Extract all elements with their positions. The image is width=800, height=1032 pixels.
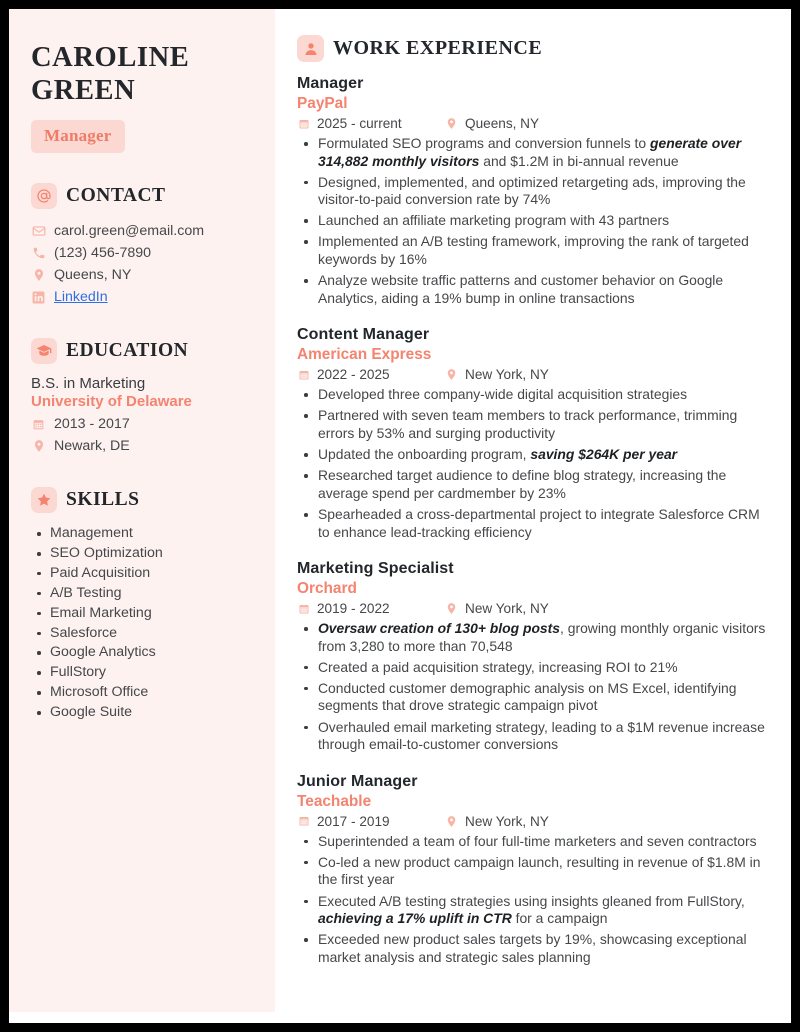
education-dates-value: 2013 - 2017 <box>54 416 130 433</box>
job-dates-value: 2022 - 2025 <box>317 367 390 383</box>
job-dates <box>297 116 445 131</box>
job-bullet <box>297 407 769 442</box>
job-dates-value: 2025 - current <box>317 116 402 131</box>
job-bullet <box>297 680 769 715</box>
skills-list <box>31 524 253 723</box>
bullet-text: Conducted customer demographic analysis on MS Excel, identifying segments that drove strategic campaign pivot <box>318 679 737 714</box>
job-bullet <box>297 854 769 889</box>
job-bullet-list <box>297 620 769 754</box>
job-dates-value: 2017 - 2019 <box>317 813 390 829</box>
location-pin-icon <box>445 117 458 130</box>
job-bullet <box>297 719 769 754</box>
job-bullet-list <box>297 386 769 541</box>
graduation-cap-icon <box>31 338 57 364</box>
job-bullet <box>297 212 769 230</box>
job-company: Orchard <box>297 580 357 598</box>
education-degree: B.S. in Marketing <box>31 375 146 393</box>
main-content <box>275 9 791 1023</box>
job-meta <box>297 367 769 382</box>
candidate-last-name: GREEN <box>31 75 136 107</box>
bullet-text: Developed three company-wide digital acquisition strategies <box>318 386 688 403</box>
envelope-icon <box>31 224 46 238</box>
candidate-name <box>31 41 253 107</box>
contact-email <box>31 220 253 242</box>
bullet-highlight: achieving a 17% uplift in CTR <box>318 910 512 927</box>
contact-section-header <box>31 183 253 209</box>
bullet-text: Launched an affiliate marketing program with 43 partners <box>318 212 670 229</box>
linkedin-icon <box>31 291 46 304</box>
skill-item: FullStory <box>31 663 253 683</box>
contact-location <box>31 264 253 286</box>
bullet-text: Researched target audience to define blog strategy, increasing the average spend per cardmember by 23% <box>318 467 727 501</box>
education-location <box>31 435 253 457</box>
job-location-value: New York, NY <box>465 813 549 829</box>
contact-linkedin-link[interactable]: LinkedIn <box>54 289 108 306</box>
job-bullet-list <box>297 135 769 307</box>
job-bullet <box>297 931 769 966</box>
skill-item: SEO Optimization <box>31 544 253 564</box>
job-title: Content Manager <box>297 326 430 344</box>
contact-linkedin[interactable] <box>31 286 253 308</box>
job-dates <box>297 601 445 616</box>
education-entry <box>31 375 253 457</box>
job-location <box>445 116 539 131</box>
job-entry <box>297 75 769 307</box>
job-bullet <box>297 659 769 677</box>
location-pin-icon <box>31 268 46 282</box>
job-company: American Express <box>297 346 432 364</box>
job-bullet <box>297 893 769 928</box>
bullet-text: Partnered with seven team members to track performance, trimming errors by 53% and surging productivity <box>318 407 738 442</box>
skills-title: SKILLS <box>66 489 140 511</box>
work-experience-section-header <box>297 35 769 62</box>
job-meta <box>297 116 769 131</box>
location-pin-icon <box>445 815 458 828</box>
job-meta <box>297 601 769 616</box>
bullet-text: Implemented an A/B testing framework, improving the rank of targeted keywords by 16% <box>318 233 749 268</box>
skill-item: Google Suite <box>31 703 253 723</box>
job-bullet <box>297 506 769 541</box>
job-bullet <box>297 174 769 209</box>
calendar-icon <box>297 603 310 615</box>
job-entry <box>297 560 769 754</box>
bullet-highlight: generate over 314,882 monthly visitors <box>318 135 742 169</box>
candidate-first-name: CAROLINE <box>31 42 190 73</box>
calendar-icon <box>31 418 46 431</box>
job-bullet <box>297 233 769 268</box>
calendar-icon <box>297 815 310 827</box>
role-badge: Manager <box>31 120 125 153</box>
job-list <box>297 75 769 966</box>
job-location <box>445 367 549 382</box>
bullet-text: for a campaign <box>511 910 608 927</box>
job-entry <box>297 773 769 967</box>
education-location-value: Newark, DE <box>54 438 130 455</box>
bullet-text: Spearheaded a cross-departmental project to integrate Salesforce CRM to enhance lead-tracking efficiency <box>318 505 760 540</box>
skills-section-header <box>31 487 253 513</box>
education-title: EDUCATION <box>66 340 189 362</box>
bullet-text: Overhauled email marketing strategy, leading to a $1M revenue increase through email-to-customer conversions <box>318 718 765 753</box>
bullet-text: , growing monthly organic visitors from 3,280 to more than 70,548 <box>318 620 766 654</box>
job-title: Junior Manager <box>297 772 418 790</box>
bullet-text: Co-led a new product campaign launch, resulting in revenue of $1.8M in the first year <box>318 853 761 888</box>
education-dates <box>31 413 253 435</box>
job-company: Teachable <box>297 792 372 810</box>
job-meta <box>297 814 769 829</box>
education-section-header <box>31 338 253 364</box>
skill-item: Paid Acquisition <box>31 564 253 584</box>
job-dates-value: 2019 - 2022 <box>317 601 390 617</box>
job-location <box>445 601 549 616</box>
job-bullet <box>297 272 769 307</box>
job-bullet <box>297 467 769 502</box>
contact-phone-value: (123) 456-7890 <box>54 245 152 262</box>
job-location-value: New York, NY <box>465 367 549 383</box>
education-school: University of Delaware <box>31 393 192 411</box>
star-icon <box>31 487 57 513</box>
job-dates <box>297 367 445 382</box>
contact-phone <box>31 242 253 264</box>
skill-item: Google Analytics <box>31 643 253 663</box>
job-dates <box>297 814 445 829</box>
bullet-text: and $1.2M in bi-annual revenue <box>479 152 679 169</box>
bullet-text: Executed A/B testing strategies using insights gleaned from FullStory, <box>318 892 745 909</box>
skill-item: Email Marketing <box>31 604 253 624</box>
job-bullet <box>297 135 769 170</box>
job-bullet <box>297 833 769 851</box>
job-bullet-list <box>297 833 769 967</box>
bullet-text: Formulated SEO programs and conversion funnels to <box>318 135 650 151</box>
job-location-value: Queens, NY <box>465 116 540 131</box>
phone-icon <box>31 246 46 260</box>
location-pin-icon <box>445 368 458 381</box>
bullet-text: Exceeded new product sales targets by 19%, showcasing exceptional market analysis and strategic sales planning <box>318 931 747 965</box>
skill-item: A/B Testing <box>31 584 253 604</box>
calendar-icon <box>297 118 310 130</box>
skill-item: Microsoft Office <box>31 683 253 703</box>
bullet-text: Designed, implemented, and optimized retargeting ads, improving the visitor-to-paid conversion rate by 74% <box>318 173 746 208</box>
bullet-highlight: saving $264K per year <box>530 446 678 463</box>
contact-title: CONTACT <box>66 185 166 207</box>
bullet-text: Superintended a team of four full-time marketers and seven contractors <box>318 832 757 849</box>
job-location <box>445 814 549 829</box>
location-pin-icon <box>31 439 46 453</box>
job-bullet <box>297 386 769 404</box>
job-title: Manager <box>297 75 364 92</box>
job-location-value: New York, NY <box>465 601 549 617</box>
job-entry <box>297 326 769 541</box>
work-experience-title: WORK EXPERIENCE <box>333 37 543 59</box>
job-bullet <box>297 446 769 464</box>
location-pin-icon <box>445 602 458 615</box>
calendar-icon <box>297 369 310 381</box>
at-icon <box>31 183 57 209</box>
contact-list <box>31 220 253 308</box>
bullet-text: Created a paid acquisition strategy, increasing ROI to 21% <box>318 658 678 675</box>
contact-location-value: Queens, NY <box>54 267 132 284</box>
job-company: PayPal <box>297 95 348 112</box>
bullet-text: Analyze website traffic patterns and customer behavior on Google Analytics, aiding a 19% bump in online transactions <box>318 272 724 306</box>
sidebar <box>9 9 275 1023</box>
contact-email-value: carol.green@email.com <box>54 223 205 240</box>
bullet-highlight: Oversaw creation of 130+ blog posts <box>318 620 561 637</box>
person-icon <box>297 35 324 62</box>
bullet-text: Updated the onboarding program, <box>318 446 531 463</box>
job-bullet <box>297 620 769 655</box>
skill-item: Management <box>31 524 253 544</box>
skill-item: Salesforce <box>31 624 253 644</box>
job-title: Marketing Specialist <box>297 560 454 578</box>
